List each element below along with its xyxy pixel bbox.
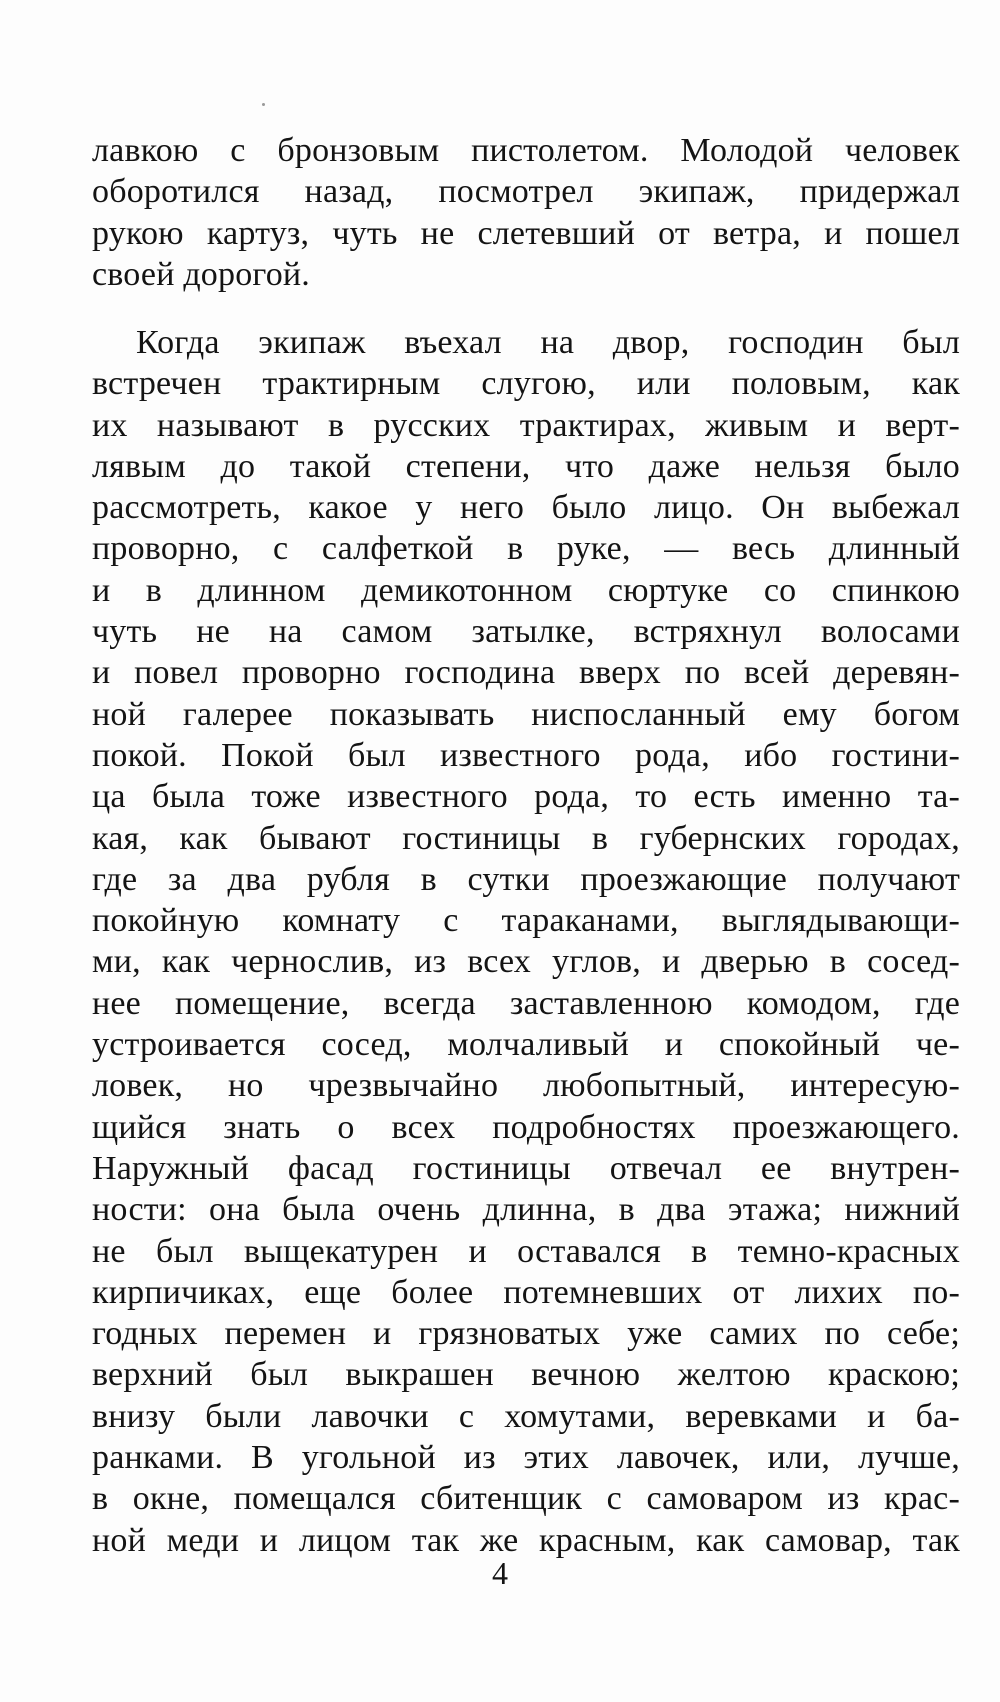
text-line: где за два рубля в сутки проезжающие получают <box>92 860 960 898</box>
text-line: и повел проворно господина вверх по всей деревян- <box>92 654 960 692</box>
text-line: проворно, с салфеткой в руке, — весь длинный <box>92 530 960 568</box>
text-line: ловек, но чрезвычайно любопытный, интересую- <box>92 1067 960 1105</box>
text-line: кая, как бывают гостиницы в губернских городах, <box>92 819 960 857</box>
paragraph <box>92 322 960 1561</box>
text-line: внизу были лавочки с хомутами, веревками и ба- <box>92 1397 960 1435</box>
text-line: кирпичиках, еще более потемневших от лихих по- <box>92 1273 960 1311</box>
text-line: рукою картуз, чуть не слетевший от ветра, и пошел <box>92 214 960 252</box>
text-line: и в длинном демикотонном сюртуке со спинкою <box>92 571 960 609</box>
page-number: 4 <box>492 1555 508 1591</box>
text-line: лявым до такой степени, что даже нельзя было <box>92 447 960 485</box>
text-line: Наружный фасад гостиницы отвечал ее внутрен- <box>92 1149 960 1187</box>
text-line: чуть не на самом затылке, встряхнул волосами <box>92 613 960 651</box>
text-line: ми, как чернослив, из всех углов, и дверью в сосед- <box>92 943 960 981</box>
text-line: в окне, помещался сбитенщик с самоваром из крас- <box>92 1480 960 1518</box>
text-line: покойную комнату с тараканами, выглядывающи- <box>92 902 960 940</box>
text-line: верхний был выкрашен вечною желтою краскою; <box>92 1356 960 1394</box>
text-line: покой. Покой был известного рода, ибо гостини- <box>92 736 960 774</box>
text-line: ца была тоже известного рода, то есть именно та- <box>92 778 960 816</box>
text-line: встречен трактирным слугою, или половым, как <box>92 365 960 403</box>
text-line: оборотился назад, посмотрел экипаж, придержал <box>92 173 960 211</box>
text-line: ной меди и лицом так же красным, как самовар, так <box>92 1521 960 1559</box>
text-line: ной галерее показывать ниспосланный ему богом <box>92 695 960 733</box>
text-line: щийся знать о всех подробностях проезжающего. <box>92 1108 960 1146</box>
text-line: их называют в русских трактирах, живым и верт- <box>92 406 960 444</box>
text-line: Когда экипаж въехал на двор, господин был <box>136 324 960 361</box>
text-line: рассмотреть, какое у него было лицо. Он выбежал <box>92 489 960 527</box>
text-line: нее помещение, всегда заставленною комодом, где <box>92 984 960 1022</box>
text-line: ранками. В угольной из этих лавочек, или, лучше, <box>92 1439 960 1477</box>
text-line: лавкою с бронзовым пистолетом. Молодой человек <box>92 132 960 169</box>
text-line: устроивается сосед, молчаливый и спокойный че- <box>92 1026 960 1064</box>
text-line: годных перемен и грязноватых уже самих по себе; <box>92 1315 960 1353</box>
print-speck <box>262 103 265 106</box>
text-line: не был выщекатурен и оставался в темно-красных <box>92 1232 960 1270</box>
paragraph <box>92 130 960 295</box>
text-line: ности: она была очень длинна, в два этажа; нижний <box>92 1191 960 1229</box>
text-line: своей дорогой. <box>92 255 311 293</box>
